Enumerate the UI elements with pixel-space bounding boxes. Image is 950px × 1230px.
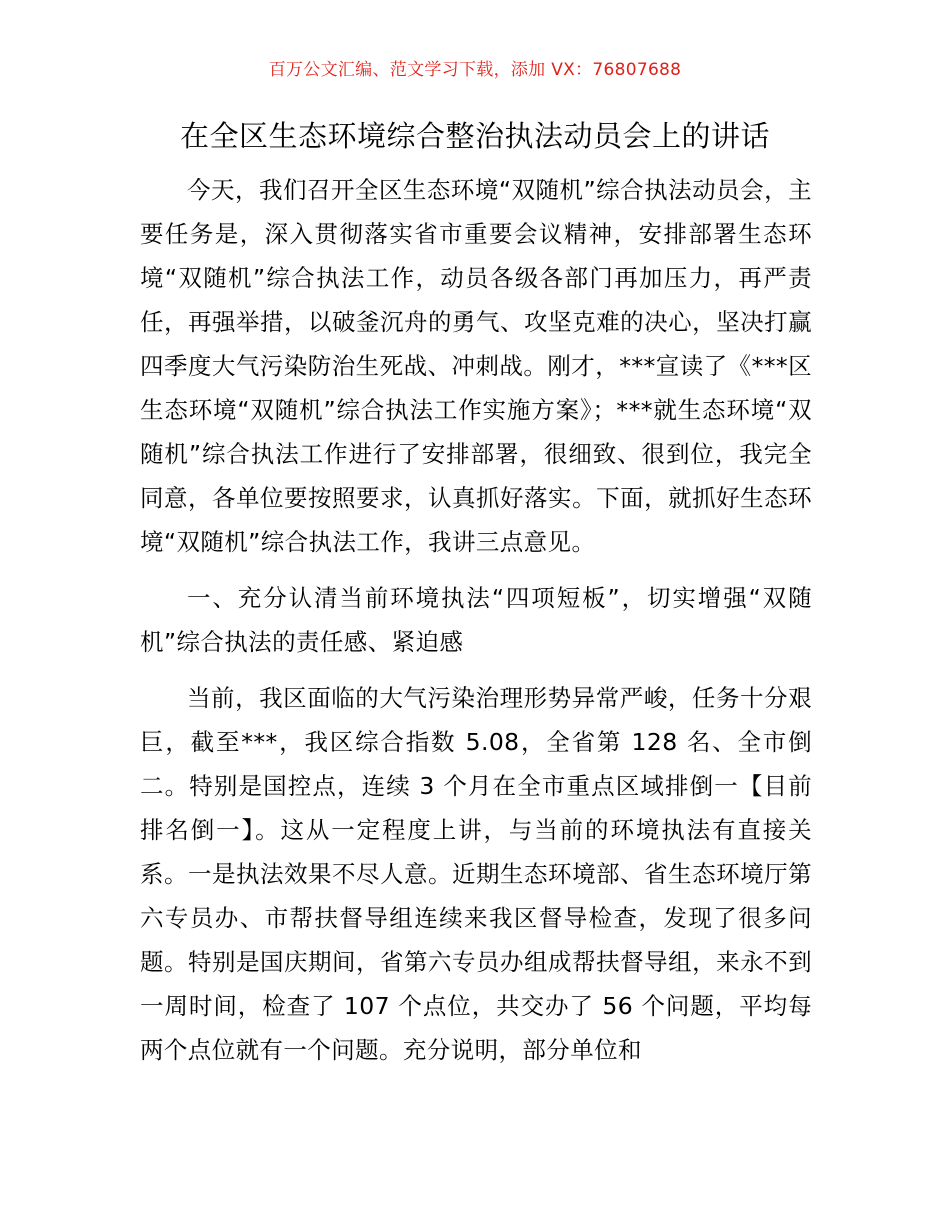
document-title: 在全区生态环境综合整治执法动员会上的讲话 [179, 119, 770, 153]
section-heading-1: 一、充分认清当前环境执法“四项短板”，切实增强“双随机”综合执法的责任感、紧迫感 [140, 584, 812, 656]
paragraph-situation: 当前，我区面临的大气污染治理形势异常严峻，任务十分艰巨，截至***，我区综合指数 5.08，全省第 128 名、全市倒二。特别是国控点，连续 3 个月在全市重点区域排倒一【目前排名倒一】。这从一定程度上讲，与当前的环境执法有直接关系。一是执法效果不尽人意。近期生态环境部、省生态环境厅第六专员办、市帮扶督导组连续来我区督导检查，发现了很多问题。特别是国庆期间，省第六专员办组成帮扶督导组，来永不到一周时间，检查了 107 个点位，共交办了 56 个问题，平均每两个点位就有一个问题。充分说明，部分单位和 [140, 684, 812, 1064]
paragraph-intro: 今天，我们召开全区生态环境“双随机”综合执法动员会，主要任务是，深入贯彻落实省市重要会议精神，安排部署生态环境“双随机”综合执法工作，动员各级各部门再加压力，再严责任，再强举措，以破釜沉舟的勇气、攻坚克难的决心，坚决打赢四季度大气污染防治生死战、冲刺战。刚才，***宣读了《***区生态环境“双随机”综合执法工作实施方案》；***就生态环境“双随机”综合执法工作进行了安排部署，很细致、很到位，我完全同意，各单位要按照要求，认真抓好落实。下面，就抓好生态环境“双随机”综合执法工作，我讲三点意见。 [140, 176, 812, 556]
header-watermark-note: 百万公文汇编、范文学习下载，添加 VX：76807688 [268, 60, 682, 80]
document-body [140, 168, 812, 1084]
